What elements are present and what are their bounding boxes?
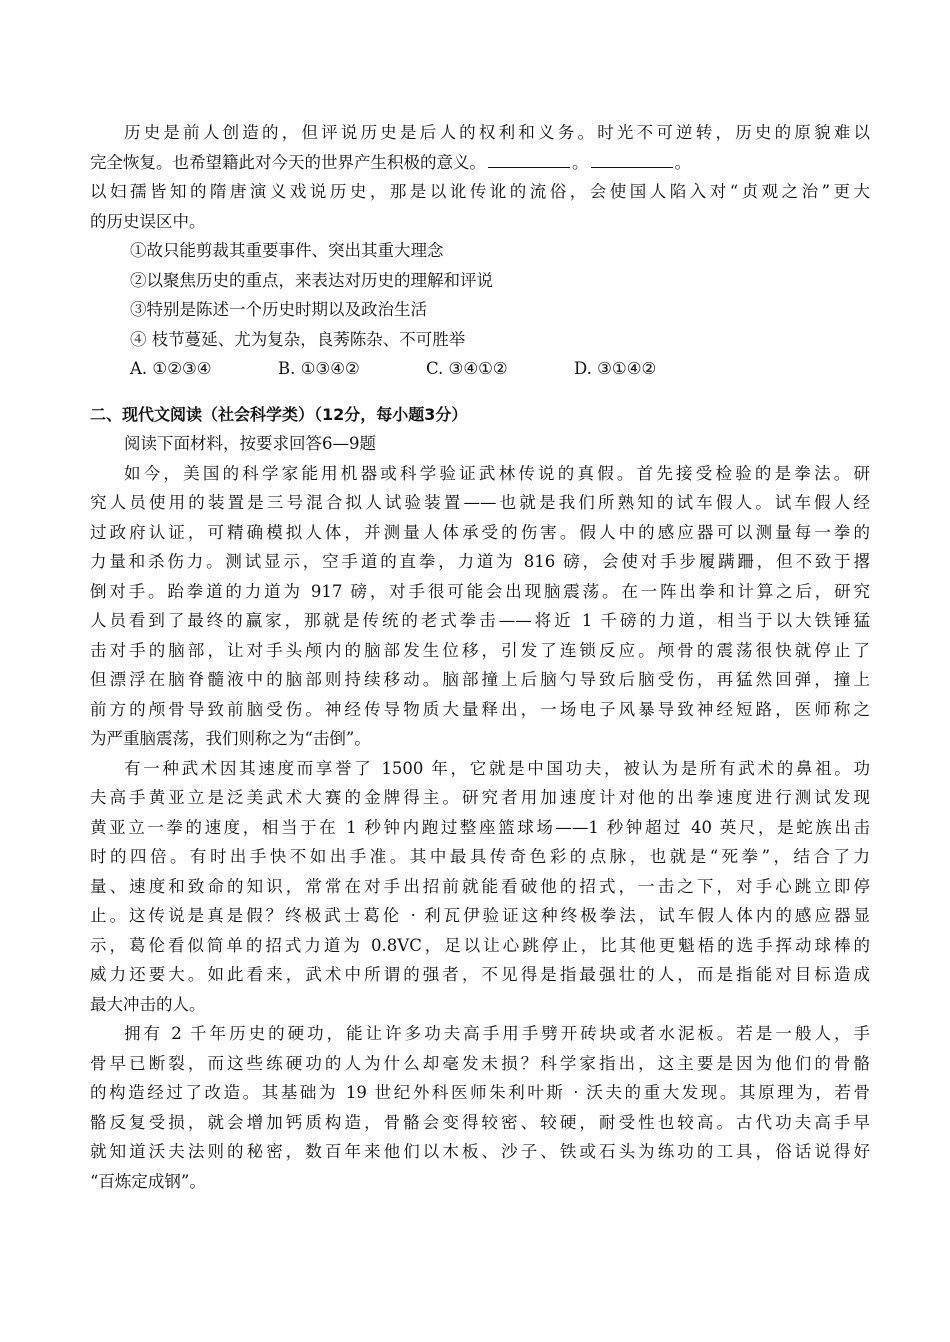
choice-item: ①故只能剪裁其重要事件、突出其重大理念 bbox=[130, 241, 444, 260]
paragraph-line: 倒对手。跆拳道的力道为 917 磅，对手很可能会出现脑震荡。在一阵出拳和计算之后，研究 bbox=[90, 581, 870, 601]
reading-paragraph-1 bbox=[90, 459, 870, 754]
paragraph-line: 击对手的脑部，让对手头颅内的脑部发生位移，引发了连锁反应。颅骨的震荡很快就停止了 bbox=[90, 640, 870, 660]
paragraph-line: 威力还要大。如此看来，武术中所谓的强者，不见得是指最强壮的人，而是指能对目标造成 bbox=[90, 965, 870, 984]
paragraph-line: 夫高手黄亚立是泛美武术大赛的金牌得主。研究者用加速度计对他的出拳速度进行测试发现 bbox=[90, 788, 870, 807]
choice-item: ③特别是陈述一个历史时期以及政治生活 bbox=[130, 300, 427, 319]
choice-item: ②以聚焦历史的重点，来表达对历史的理解和评说 bbox=[130, 270, 493, 290]
paragraph-line: 以妇孺皆知的隋唐演义戏说历史，那是以讹传讹的流俗，会使国人陷入对“贞观之治”更大 bbox=[90, 182, 870, 201]
paragraph-line: 有一种武术因其速度而享誉了 1500 年，它就是中国功夫，被认为是所有武术的鼻祖。功 bbox=[124, 758, 870, 778]
choice-item: ④ 枝节蔓延、尤为复杂，良莠陈杂、不可胜举 bbox=[130, 329, 466, 349]
option-a[interactable]: A. ①②③④ bbox=[130, 359, 212, 378]
paragraph-line-with-blanks bbox=[90, 148, 870, 178]
option-c[interactable]: C. ③④①② bbox=[426, 359, 508, 378]
answer-blank[interactable] bbox=[488, 149, 570, 168]
option-d[interactable]: D. ③①④② bbox=[574, 359, 657, 378]
paragraph-line: 如今，美国的科学家能用机器或科学验证武林传说的真假。首先接受检验的是拳法。研 bbox=[124, 463, 870, 483]
paragraph-line: 力量和杀伤力。测试显示，空手道的直拳，力道为 816 磅，会使对手步履蹒跚，但不致于撂 bbox=[90, 552, 870, 571]
answer-blank[interactable] bbox=[591, 149, 673, 168]
blank-end: 。 bbox=[674, 152, 691, 172]
paragraph-line: 最大冲击的人。 bbox=[90, 994, 206, 1014]
paragraph-line: 为严重脑震荡，我们则称之为“击倒”。 bbox=[90, 729, 371, 748]
paragraph-text: 完全恢复。也希望籍此对今天的世界产生积极的意义。 bbox=[90, 152, 486, 172]
paragraph-line: 示，葛伦看似简单的招式力道为 0.8VC，足以让心跳停止，比其他更魁梧的选手挥动球棒的 bbox=[90, 935, 870, 955]
instruction-text: 阅读下面材料，按要求回答6—9题 bbox=[124, 434, 376, 453]
paragraph-line: 就知道沃夫法则的秘密，数百年来他们以木板、沙子、铁或石头为练功的工具，俗话说得好 bbox=[90, 1142, 870, 1161]
reading-paragraph-3 bbox=[90, 1019, 870, 1196]
answer-options bbox=[90, 354, 870, 384]
paragraph-line: 量、速度和致命的知识，常常在对手出招前就能看破他的招式，一击之下，对手心跳立即停 bbox=[90, 876, 870, 896]
paragraph-line: 黄亚立一拳的速度，相当于在 1 秒钟内跑过整座篮球场——1 秒钟超过 40 英尺，是蛇族出击 bbox=[90, 817, 870, 837]
paragraph-line: 止。这传说是真是假？终极武士葛伦 · 利瓦伊验证这种终极拳法，试车假人体内的感应器显 bbox=[90, 906, 870, 925]
paragraph-line: 的构造经过了改造。其基础为 19 世纪外科医师朱利叶斯 · 沃夫的重大发现。其原理为，若骨 bbox=[90, 1083, 870, 1102]
paragraph-line: 历史是前人创造的，但评说历史是后人的权利和义务。时光不可逆转，历史的原貌难以 bbox=[124, 123, 870, 142]
paragraph-line: 前方的颅骨导致前脑受伤。神经传导物质大量释出，一场电子风暴导致神经短路，医师称之 bbox=[90, 699, 870, 719]
blank-separator: 。 bbox=[572, 152, 589, 172]
choice-list bbox=[90, 236, 870, 354]
paragraph-line: 过政府认证，可精确模拟人体，并测量人体承受的伤害。假人中的感应器可以测量每一拳的 bbox=[90, 522, 870, 542]
paragraph-line: 拥有 2 千年历史的硬功，能让许多功夫高手用手劈开砖块或者水泥板。若是一般人，手 bbox=[124, 1024, 870, 1043]
paragraph-line: 骨早已断裂，而这些练硬功的人为什么却毫发未损？科学家指出，这主要是因为他们的骨骼 bbox=[90, 1053, 870, 1073]
paragraph-line: “百炼定成钢”。 bbox=[90, 1171, 206, 1191]
paragraph-line: 骼反复受损，就会增加钙质构造，骨骼会变得较密、较硬，耐受性也较高。古代功夫高手早 bbox=[90, 1112, 870, 1132]
section-heading: 二、现代文阅读（社会科学类）（12分，每小题3分） bbox=[90, 404, 468, 424]
option-b[interactable]: B. ①③④② bbox=[278, 359, 360, 378]
paragraph-line: 人员看到了最终的赢家，那就是传统的老式拳击——将近 1 千磅的力道，相当于以大铁锤猛 bbox=[90, 611, 870, 630]
paragraph-line: 的历史误区中。 bbox=[90, 211, 206, 231]
top-paragraph bbox=[90, 118, 870, 236]
exam-page bbox=[90, 118, 870, 1196]
paragraph-line: 究人员使用的装置是三号混合拟人试验装置——也就是我们所熟知的试车假人。试车假人经 bbox=[90, 493, 870, 512]
reading-paragraph-2 bbox=[90, 754, 870, 1020]
paragraph-line: 时的四倍。有时出手快不如出手准。其中最具传奇色彩的点脉，也就是“死拳”，结合了力 bbox=[90, 847, 870, 866]
paragraph-line: 但漂浮在脑脊髓液中的脑部则持续移动。脑部撞上后脑勺导致后脑受伤，再猛然回弹，撞上 bbox=[90, 670, 870, 689]
